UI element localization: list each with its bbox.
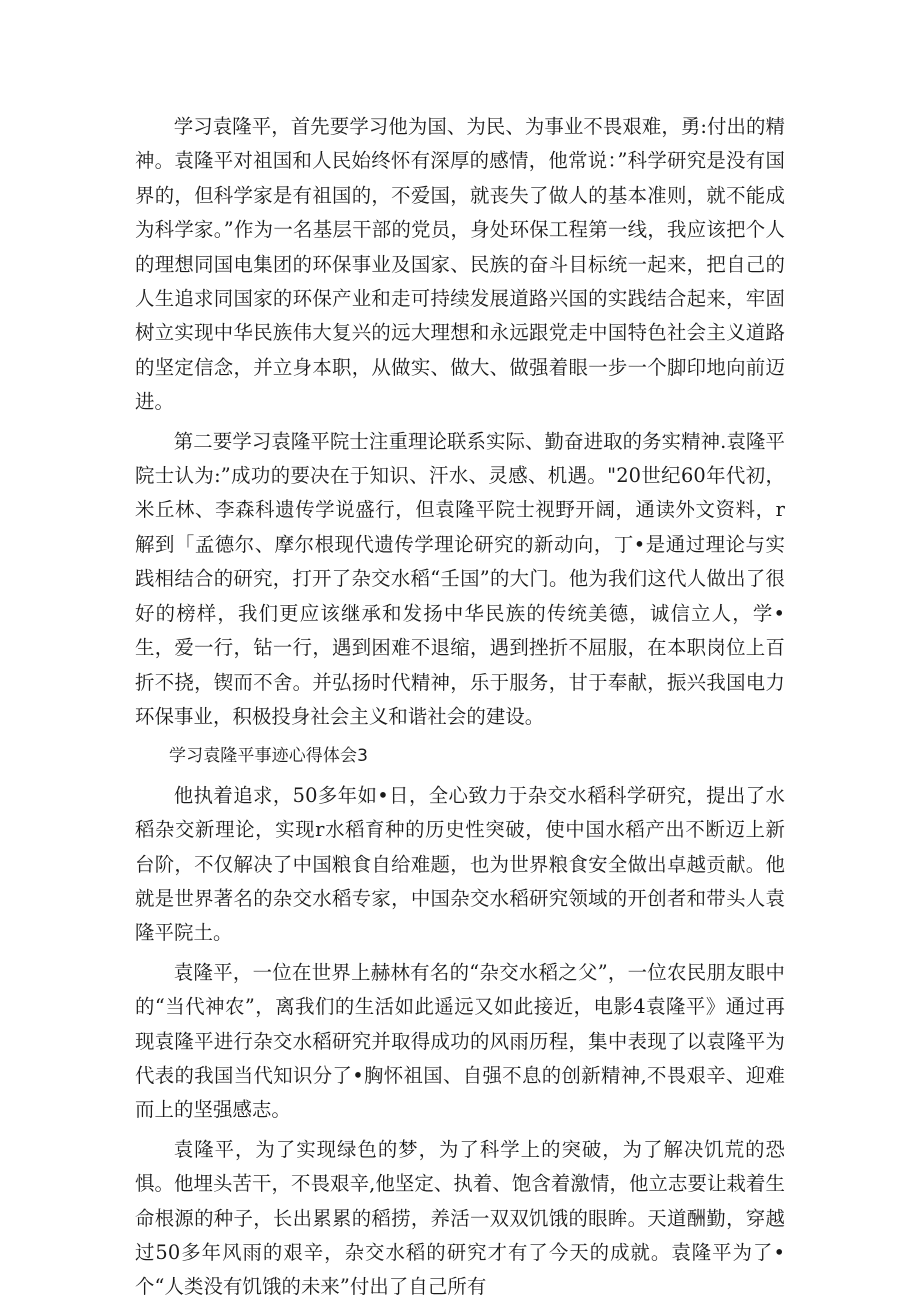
document-body [135, 110, 785, 1310]
paragraph-2: 第二要学习袁隆平院士注重理论联系实际、勤奋进取的务实精神.袁隆平院士认为:”成功的要决在于知识、汗水、灵感、机遇。"20世纪60年代初，米丘林、李森科遗传学说盛行，但袁隆平院士视野开阔，通读外文资料，r解到「孟德尔、摩尔根现代遗传学理论研究的新动向，丁•是通过理论与实践相结合的研究，打开了杂交水稻“壬国”的大门。他为我们这代人做出了很好的榜样，我们更应该继承和发扬中华民族的传统美德，诚信立人，学•生，爱一行，钻一行，遇到困难不退缩，遇到挫折不屈服，在本职岗位上百折不挠，锲而不舍。并弘扬时代精神，乐于服务，甘于奉献，振兴我国电力环保事业，积极投身社会主义和谐社会的建设。 [135, 429, 785, 728]
paragraph-1: 学习袁隆平，首先要学习他为国、为民、为事业不畏艰难，勇:付出的精神。袁隆平对祖国和人民始终怀有深厚的感情，他常说：”科学研究是没有国界的，但科学家是有祖国的，不爱国，就丧失了做人的基本准则，就不能成为科学家。”作为一名基层干部的党员，身处环保工程第一线，我应该把个人的理想同国电集团的环保事业及国家、民族的奋斗目标统一起来，把自己的人生追求同国家的环保产业和走可持续发展道路兴国的实践结合起来，牢固树立实现中华民族伟大复兴的远大理想和永远跟党走中国特色社会主义道路的坚定信念，并立身本职，从做实、做大、做强着眼一步一个脚印地向前迈进。 [135, 115, 785, 414]
paragraph-4: 袁隆平，一位在世界上赫林有名的“杂交水稻之父”，一位农民朋友眼中的“当代神农”，离我们的生活如此遥远又如此接近，电影4袁隆平》通过再现袁隆平进行杂交水稻研究并取得成功的风雨历程，集中表现了以袁隆平为代表的我国当代知识分了•胸怀祖国、自强不息的创新精神,不畏艰辛、迎难而上的坚强感志。 [135, 960, 785, 1122]
paragraph-5: 袁隆平，为了实现绿色的梦，为了科学上的突破，为了解决饥荒的恐惧。他埋头苦干，不畏艰辛,他坚定、执着、饱含着激情，他立志要让栽着生命根源的种子，长出累累的稻捞，养活一双双饥饿的眼眸。天道酬勤，穿越过50多年风雨的艰辛，杂交水稻的研究才有了今天的成就。袁隆平为了•个“人类没有饥饿的未来”付出了自己所有 [135, 1137, 785, 1299]
paragraph-3: 他执着追求，50多年如•日，全心致力于杂交水稻科学研究，提出了水稻杂交新理论，实现r水稻育种的历史性突破，使中国水稻产出不断迈上新台阶，不仅解决了中国粮食自给难题，也为世界粮食安全做出卓越贡献。他就是世界著名的杂交水稻专家，中国杂交水稻研究领域的开创者和带头人袁隆平院土。 [135, 783, 785, 945]
section-heading: 学习袁隆平事迹心得体会3 [169, 746, 369, 767]
